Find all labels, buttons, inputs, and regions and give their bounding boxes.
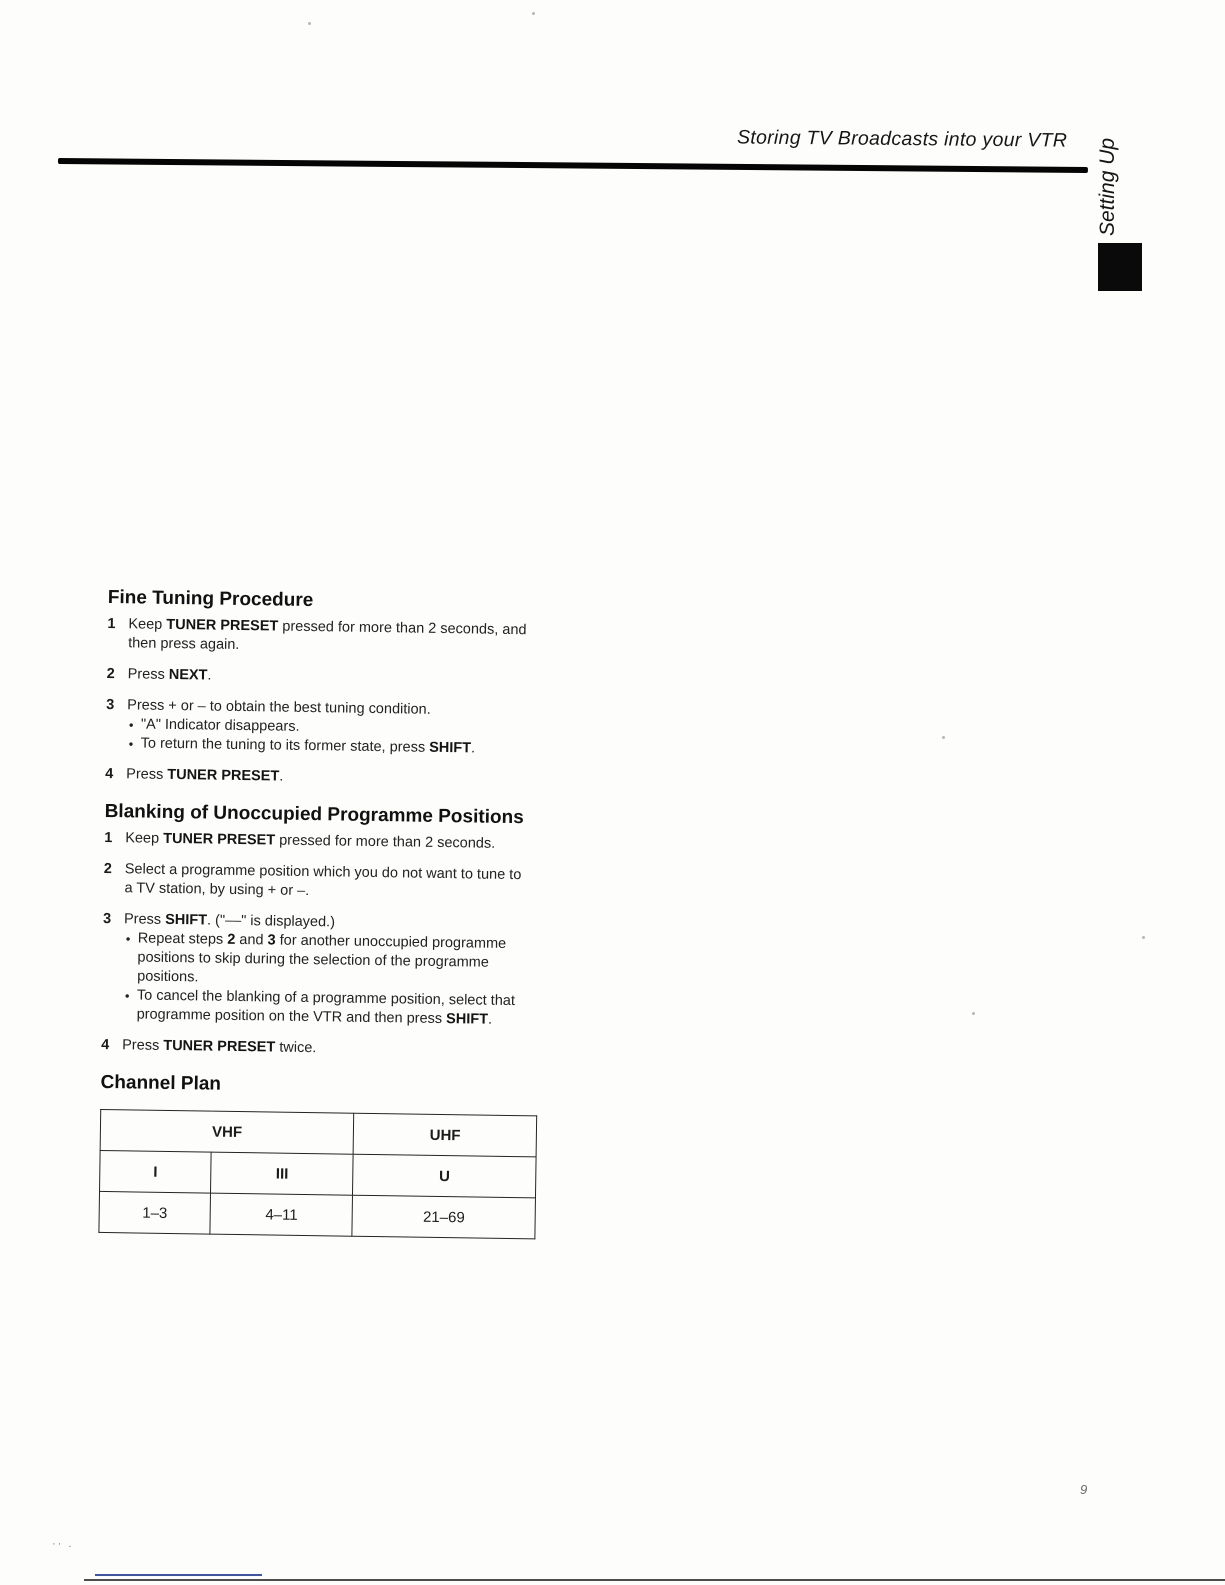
procedure-step (101, 1036, 551, 1062)
scan-speck (532, 12, 535, 15)
page-content (98, 586, 558, 1240)
step-text: Press TUNER PRESET. (126, 766, 284, 785)
procedure-section (101, 800, 555, 1062)
table-row (100, 1150, 537, 1197)
step-number: 3 (106, 696, 115, 714)
header-title: Storing TV Broadcasts into your VTR (736, 126, 1068, 152)
bullet-text: To cancel the blanking of a programme position, select that programme position on the VTR and then press SHIFT. (136, 987, 516, 1028)
step-number: 3 (102, 910, 112, 928)
side-tab-label: Setting Up (1096, 137, 1119, 236)
section-heading: Blanking of Unoccupied Programme Positions (104, 800, 524, 829)
bullet-item (124, 986, 528, 1030)
step-number: 4 (105, 765, 114, 783)
procedure-step (105, 765, 555, 791)
step-text: Press TUNER PRESET twice. (122, 1037, 317, 1057)
procedure-step (102, 910, 554, 1031)
scan-speck (308, 22, 311, 25)
table-row (100, 1109, 537, 1156)
bullet-text: To return the tuning to its former state, press SHIFT. (140, 735, 476, 757)
table-header-uhf: UHF (354, 1113, 537, 1157)
step-number: 1 (107, 615, 116, 633)
band-cell-u: U (353, 1154, 536, 1198)
table-row (99, 1191, 536, 1238)
side-tab-marker (1098, 243, 1142, 291)
bullet-icon: • (124, 988, 130, 1004)
channel-plan-heading: Channel Plan (100, 1071, 222, 1095)
channel-plan-table (98, 1109, 537, 1239)
step-number: 4 (101, 1036, 110, 1054)
procedure-section (105, 586, 558, 791)
bullet-icon: • (128, 736, 134, 752)
step-number: 2 (106, 665, 115, 683)
step-text: Press + or – to obtain the best tuning condition. • "A" Indicator disappears. • To return the tuning to its former state, press SHIFT. (127, 696, 533, 759)
procedure-step (104, 829, 554, 855)
bullet-text: Repeat steps 2 and 3 for another unoccupied programme positions to skip during the selection of the programme positions. (137, 930, 507, 986)
footer-dots: ·· . (52, 1538, 74, 1550)
table-header-vhf: VHF (100, 1109, 354, 1154)
band-cell-i: I (100, 1150, 212, 1193)
sections (101, 586, 558, 1062)
page-number: 9 (1080, 1482, 1088, 1497)
scan-speck (942, 736, 945, 739)
scan-speck (972, 1012, 975, 1015)
procedure-step (103, 860, 554, 905)
step-text: Keep TUNER PRESET pressed for more than 2 seconds, and then press again. (128, 616, 527, 653)
range-cell-vhf-i: 1–3 (99, 1191, 211, 1234)
procedure-step (107, 615, 558, 660)
step-number: 1 (104, 829, 113, 847)
bullet-icon: • (125, 931, 131, 947)
bullet-text: "A" Indicator disappears. (140, 716, 300, 735)
range-cell-vhf-iii: 4–11 (210, 1193, 353, 1236)
bullet-item (125, 929, 529, 992)
footer-blue-line (95, 1574, 262, 1576)
band-cell-iii: III (211, 1152, 354, 1195)
bullet-icon: • (128, 717, 134, 733)
step-text: Select a programme position which you do not want to tune to a TV station, by using + or –. (124, 861, 522, 900)
step-text: Keep TUNER PRESET pressed for more than 2 seconds. (125, 830, 496, 852)
procedure-step (106, 696, 557, 760)
header-rule (58, 158, 1088, 173)
range-cell-uhf: 21–69 (352, 1195, 535, 1239)
section-heading: Fine Tuning Procedure (107, 586, 314, 612)
step-number: 2 (103, 860, 112, 878)
footer-edge-line (84, 1579, 1225, 1581)
scan-speck (1142, 936, 1145, 939)
step-text: Press NEXT. (127, 666, 212, 684)
step-text: Press SHIFT. ("––" is displayed.) • Repeat steps 2 and 3 for another unoccupied programme positions to skip during the selection of the programme positions. • To cancel the blanking of a programme position, select that programme position on the VTR and then press SHIFT. (123, 910, 530, 1030)
procedure-step (107, 665, 557, 691)
